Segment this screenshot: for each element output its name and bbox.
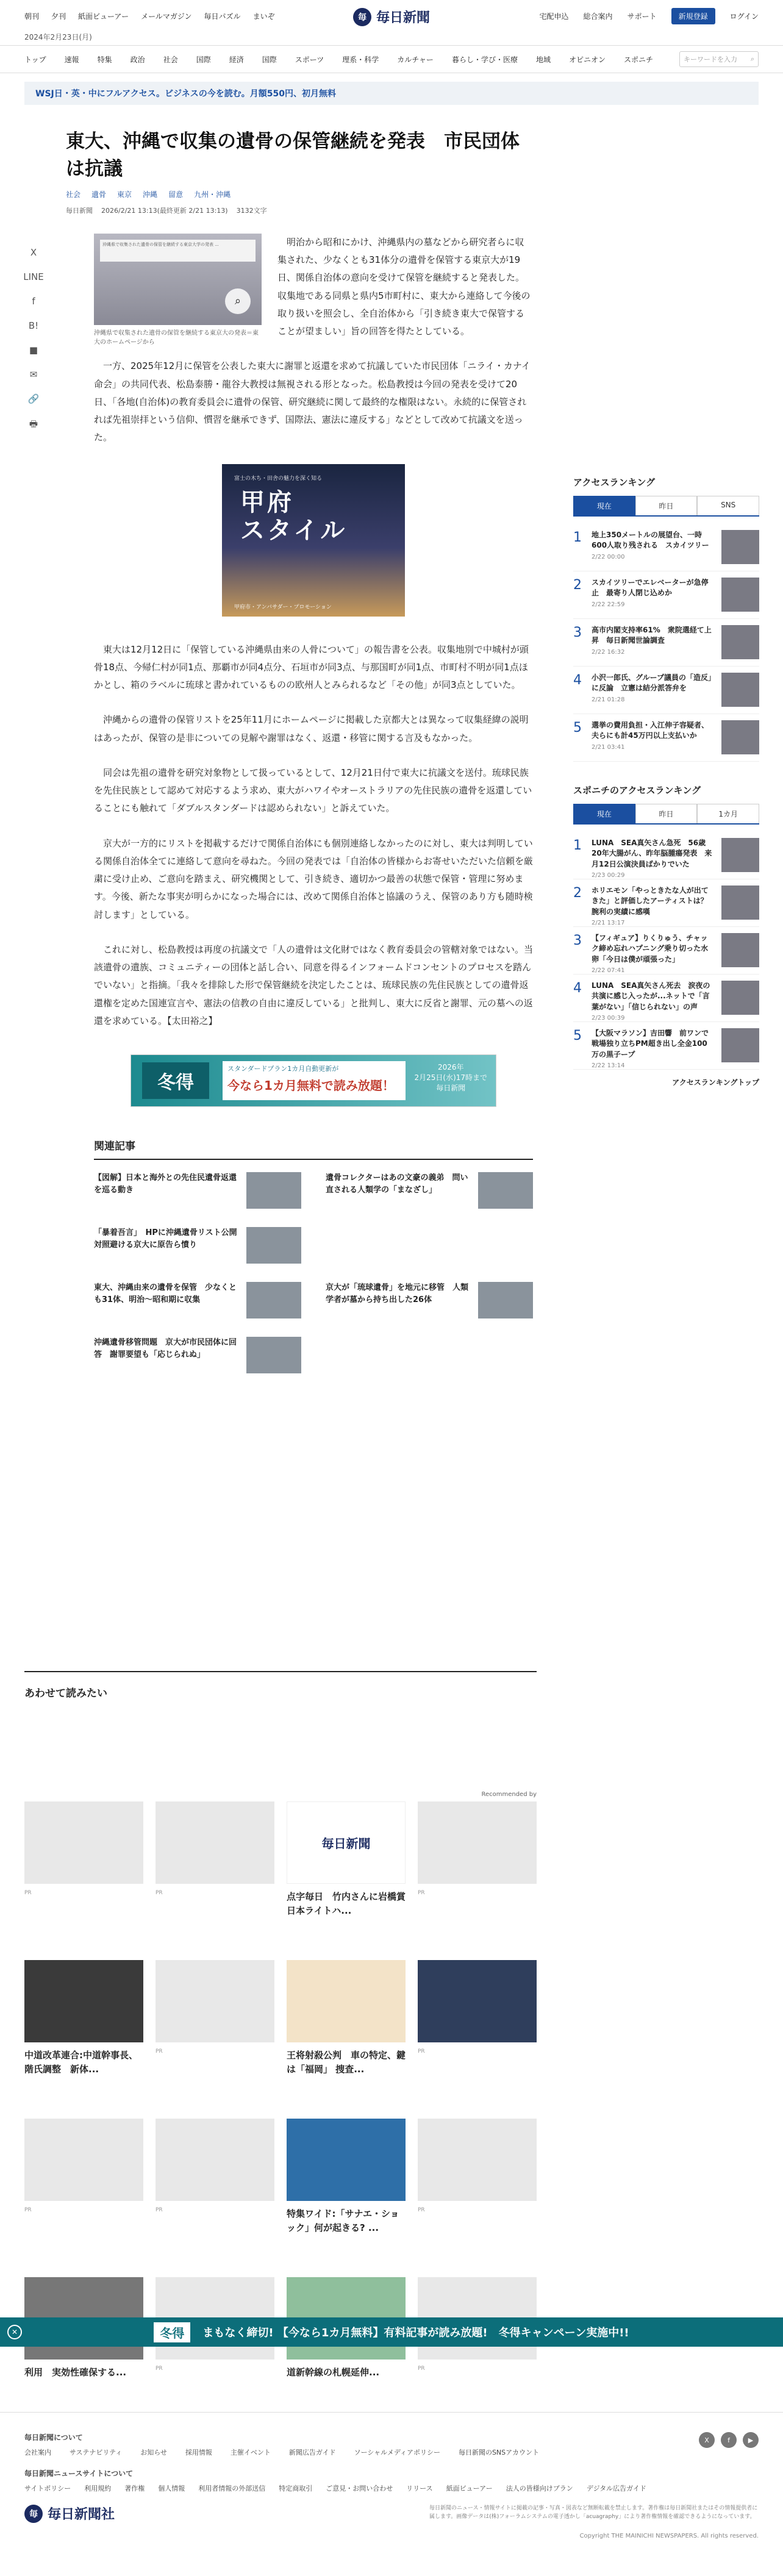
login-link[interactable]: ログイン (729, 12, 759, 21)
recommendation-card[interactable] (156, 1801, 274, 1936)
search-icon[interactable]: ⌕ (750, 55, 754, 63)
lead-figure (94, 234, 262, 347)
card-image (287, 2119, 406, 2201)
rank-date: 2/22 16:32 (592, 648, 625, 656)
footer-link[interactable]: 著作権 (124, 2485, 145, 2492)
tab-current[interactable]: 現在 (573, 804, 635, 823)
rank-headline: 【大阪マラソン】吉田響 前ワンで戦場独り立ちPM超き出し全金100万の黒子ープ (592, 1029, 709, 1059)
footer-corp-logo[interactable] (24, 2504, 115, 2523)
related-item-text: 京大が「琉球遺骨」を地元に移管 人類学者が墓から持ち出した26体 (326, 1283, 469, 1304)
footer-link[interactable]: お知らせ (140, 2449, 167, 2456)
zoom-icon[interactable]: ⌕ (225, 288, 251, 314)
tag-link[interactable]: 九州・沖縄 (194, 190, 231, 199)
banner-copy (223, 1061, 406, 1100)
nav-item-science[interactable]: 理系・科学 (342, 55, 379, 64)
tab-yesterday[interactable]: 昨日 (635, 496, 698, 515)
link-icon[interactable]: 🔗 (27, 393, 40, 404)
rank-date: 2/21 13:17 (592, 920, 625, 927)
card-caption: 王将射殺公判 車の特定、鍵は「福岡」 捜査... (287, 2050, 406, 2075)
banner-tile: 冬得 (142, 1062, 209, 1099)
card-image (24, 1960, 143, 2042)
rank-text (592, 530, 714, 565)
utility-link-evening[interactable]: 夕刊 (51, 12, 66, 21)
logo-text: 毎日新聞 (376, 10, 431, 26)
ranking-item[interactable] (573, 714, 759, 762)
card-image (156, 1801, 274, 1884)
related-item-text: 遺骨コレクターはあの文豪の義弟 問い直される人類学の「まなざし」 (326, 1173, 468, 1195)
card-image (287, 1960, 406, 2042)
recommendation-card[interactable] (287, 2119, 406, 2253)
x-icon[interactable]: X (699, 2432, 715, 2448)
recommendation-card[interactable] (287, 1801, 415, 1936)
rank-text (592, 625, 714, 660)
rank-number: 2 (573, 886, 582, 901)
footer-link[interactable]: 利用者情報の外部送信 (198, 2485, 266, 2492)
read-more-section (24, 1671, 537, 2411)
related-thumbnail (246, 1172, 301, 1209)
nav-item-international[interactable]: 国際 (262, 55, 277, 64)
card-image (24, 1801, 143, 1884)
footer-link[interactable]: サステナビリティ (70, 2449, 123, 2456)
article-paragraph: 東大は12月12日に「保管している沖縄県由来の人骨について」の報告書を公表。収集地別で中城村が頭骨18点、今帰仁村が同1点、那覇市が同4点分、石垣市が同3点、与那国町が同1点、市町村不明が同1点ほかとし、箱のラベルに琉球と書かれているものの欧州人とみられるなど「その他」が同3点としていた。 (94, 643, 529, 691)
access-ranking-list (573, 524, 759, 762)
site-logo[interactable] (353, 7, 430, 26)
tag-link[interactable]: 遺骨 (91, 190, 107, 199)
card-pr-label: PR (156, 2366, 163, 2372)
rank-date: 2/21 01:28 (592, 696, 625, 703)
footer-link[interactable]: 採用情報 (185, 2449, 212, 2456)
sports-ranking-tabs (573, 804, 759, 825)
card-caption: 利用 実効性確保する... (24, 2367, 127, 2378)
related-item-text: 東大、沖縄由来の遺骨を保管 少なくとも31体、明治～昭和期に収集 (94, 1283, 237, 1304)
rank-text (592, 981, 714, 1022)
utility-link-newsletter[interactable]: メールマガジン (141, 12, 192, 21)
ranking-item[interactable] (573, 1022, 759, 1070)
related-thumbnail (246, 1227, 301, 1264)
card-pr-label: PR (24, 1890, 32, 1896)
tab-yesterday[interactable]: 昨日 (635, 804, 698, 823)
recommendation-card[interactable] (418, 2119, 537, 2253)
top-utility-bar (0, 0, 783, 32)
card-pr-label: PR (418, 2366, 425, 2372)
article-paragraph: 一方、2025年12月に保管を公表した東大に謝罪と返還を求めて抗議していた市民団体「ニライ・カナイ命会」の共同代表、松島泰勝・龍谷大教授は無視される形となった。松島教授は今回の発表を受けて20日、「各地(自治体)の教育委員会に遺骨の保管、研究継続に関して最終的な権限はない。永続的に保管されれば先祖崇拝という信仰、慣習を継承できず、国際法、憲法に違反する」などとして改めて抗議文を送った。 (94, 360, 531, 443)
card-pr-label: PR (24, 2207, 32, 2213)
facebook-share-icon[interactable]: f (32, 296, 35, 307)
footer-link[interactable]: 特定商取引 (279, 2485, 313, 2492)
nav-item-top[interactable]: トップ (24, 55, 46, 64)
rank-number: 3 (573, 933, 582, 948)
utility-link-morning[interactable]: 朝刊 (24, 12, 40, 21)
x-share-icon[interactable]: X (30, 247, 37, 258)
article-paragraph: 同会は先祖の遺骨を研究対象物として扱っているとして、12月21日付で東大に抗議文を送付。琉球民族を先住民族として認めて対応するよう求め、東大がハワイやオーストラリアの先住民族の遺骨を返還していることにも触れて「ダブルスタンダードは認められない」と訴えていた。 (94, 767, 532, 814)
main-navigation (0, 45, 783, 73)
card-image (418, 1960, 537, 2042)
rank-headline: LUNA SEA真矢さん死去 涙夜の共演に感じ入ったが...ネットで「言葉がない」「信じられない」の声 (592, 981, 710, 1011)
card-image (418, 2119, 537, 2201)
nav-item-society[interactable]: 社会 (163, 55, 178, 64)
recommendation-card[interactable] (24, 2119, 143, 2253)
card-image (418, 1801, 537, 1884)
utility-link-delivery[interactable]: 宅配申込 (539, 12, 569, 21)
related-thumbnail (478, 1172, 533, 1209)
article-paragraph: 明治から昭和にかけ、沖縄県内の墓などから研究者らに収集された、少なくとも31体分の遺骨を保管する東京大が19日、関係自治体の意向を受けて保管を継続すると発表した。収集地である同県と県内5市町村に、東大から連絡して今後の取り扱いを照会し、全自治体から「引き続き東大で保管することが望ましい」旨の回答を得たとしている。 (277, 236, 531, 337)
print-icon[interactable]: 🖶 (29, 418, 38, 429)
nav-item-breaking[interactable]: 速報 (64, 55, 79, 64)
footer-about-links (24, 2447, 759, 2457)
footer-site-links (24, 2483, 759, 2493)
tag-link[interactable]: 社会 (66, 190, 81, 199)
rank-date: 2/23 00:39 (592, 1015, 625, 1022)
campaign-mark: 冬得 (154, 2322, 190, 2342)
rank-text (592, 933, 714, 975)
rank-date: 2/23 00:29 (592, 872, 625, 879)
related-item[interactable] (94, 1282, 301, 1318)
facebook-icon[interactable]: f (721, 2432, 737, 2448)
card-pr-label: PR (418, 2048, 425, 2055)
rank-number: 4 (573, 673, 582, 688)
card-image (156, 2119, 274, 2201)
related-empty (326, 1227, 533, 1264)
ranking-item[interactable] (573, 571, 759, 619)
related-item[interactable] (94, 1337, 301, 1373)
nav-item-features[interactable]: 特集 (97, 55, 112, 64)
footer-site-title: 毎日新聞ニュースサイトについて (24, 2469, 134, 2478)
tab-sns[interactable]: SNS (697, 496, 759, 515)
sidebar (573, 476, 759, 1109)
related-item[interactable] (94, 1172, 301, 1209)
rank-thumbnail (721, 933, 759, 967)
ranking-item[interactable] (573, 975, 759, 1022)
recommendation-card[interactable] (24, 1801, 143, 1936)
footer-link[interactable]: 主催イベント (230, 2449, 271, 2456)
nav-item-life[interactable]: 暮らし・学び・医療 (451, 55, 518, 64)
card-caption: 特集ワイド:「サナエ・ショック」何が起きる? ... (287, 2208, 399, 2233)
tag-link[interactable]: 留意 (168, 190, 184, 199)
rank-date: 2/22 07:41 (592, 967, 625, 975)
rank-text (592, 720, 714, 755)
read-more-title: あわせて読みたい (24, 1671, 537, 1700)
article-length: 3132文字 (236, 206, 267, 215)
card-pr-label: PR (418, 1890, 425, 1896)
in-article-ad[interactable] (222, 464, 405, 617)
rank-headline: 高市内閣支持率61% 衆院選経て上昇 毎日新聞世論調査 (592, 626, 712, 645)
article-column (24, 128, 537, 1373)
utility-link-viewer[interactable]: 紙面ビューアー (78, 12, 129, 21)
article-paragraph: 京大が一方的にリストを掲載するだけで関係自治体にも個別連絡しなかったのに対し、東大は判明している関係自治体全てに連絡して意向を尋ねた。今回の発表では「自治体の皆様からお寄せいただいた信頼を厳粛に受け止め、ご意向を踏まえ、研究機関として、引き続き、適切かつ最善の状態で保管・管理に努めます。今後、新たな事実が明らかになった場合には、改めて関係自治体と協議のうえ、保管のあり方も随時検討します」としている。 (94, 837, 534, 920)
rank-headline: 地上350メートルの展望台、一時600人取り残される スカイツリー (592, 531, 709, 550)
related-thumbnail (246, 1282, 301, 1318)
sticky-campaign-banner[interactable] (0, 2317, 783, 2347)
utility-link-maizo[interactable]: まいぞ (252, 12, 275, 21)
rank-text (592, 1028, 714, 1070)
related-articles (94, 1137, 533, 1373)
lead-image-caption: 沖縄県で収集された遺骨の保管を継続する東京大の発表＝東大のホームページから (94, 329, 259, 346)
article-tags (66, 189, 537, 199)
register-button[interactable]: 新規登録 (671, 8, 715, 24)
related-title: 関連記事 (94, 1137, 533, 1160)
card-pr-label: PR (418, 2207, 425, 2213)
footer-link[interactable]: 法人の皆様向けプラン (506, 2485, 573, 2492)
related-grid (94, 1172, 533, 1373)
lead-image-document: 沖縄県で収集された遺骨の保管を継続する東京大学の発表 ... (100, 240, 256, 262)
rank-headline: 選挙の費用負担・入江伸子容疑者、夫らにも計45万円以上支払いか (592, 721, 709, 740)
rank-headline: 【フィギュア】りくりゅう、チャック締め忘れハプニング乗り切った水卵「今日は僕が頑張った」 (592, 934, 709, 964)
subscription-banner[interactable] (130, 1054, 496, 1107)
rank-thumbnail (721, 1028, 759, 1062)
rank-number: 1 (573, 838, 582, 853)
nav-item-politics[interactable]: 政治 (130, 55, 145, 64)
ranking-item[interactable] (573, 524, 759, 571)
access-ranking-title[interactable]: アクセスランキング (573, 477, 656, 488)
rank-date: 2/22 00:00 (592, 553, 625, 560)
related-item-text: 【図解】日本と海外との先住民遺骨返還を巡る動き (94, 1173, 237, 1195)
article-title: 東大、沖縄で収集の遺骨の保管継続を発表 市民団体は抗議 (66, 131, 520, 180)
rank-text (592, 578, 714, 612)
banner-deadline: 2026年 2月25日(水)17時まで 毎日新聞 (414, 1063, 487, 1092)
rank-date: 2/22 13:14 (592, 1062, 625, 1070)
utility-link-puzzle[interactable]: 毎日パズル (204, 12, 241, 21)
hatena-share-icon[interactable]: B! (28, 320, 39, 331)
rank-headline: スカイツリーでエレベーターが急停止 最寄り人閉じ込めか (592, 578, 709, 598)
rank-date: 2/21 03:41 (592, 743, 625, 751)
card-caption: 点字毎日 竹内さんに岩橋賞 日本ライトハ... (287, 1891, 415, 1916)
share-buttons (24, 247, 43, 433)
rank-text (592, 886, 714, 927)
ranking-item[interactable] (573, 832, 759, 879)
footer-notice: 毎日新聞のニュース・情報サイトに掲載の記事・写真・図表など無断転載を禁止します。著作権は毎日新聞社またはその情報提供者に属します。画像データは(株)フォーラムシステムの電子透かし「acuagraphy」により著作権情報を確認できるようになっています。 (429, 2505, 758, 2521)
rank-thumbnail (721, 838, 759, 872)
campaign-text: まもなく締切! 【今なら1カ月無料】有料記事が読み放題! 冬得キャンペーン実施中!! (202, 2327, 629, 2339)
related-item[interactable] (94, 1227, 301, 1264)
ranking-item[interactable] (573, 879, 759, 927)
tag-link[interactable]: 沖縄 (143, 190, 158, 199)
rank-thumbnail (721, 720, 759, 754)
footer-link[interactable]: 利用規約 (84, 2485, 112, 2492)
ranking-item[interactable] (573, 619, 759, 667)
tab-month[interactable]: 1カ月 (697, 804, 759, 823)
card-pr-label: PR (156, 1890, 163, 1896)
rank-text (592, 838, 714, 879)
ranking-item[interactable] (573, 927, 759, 975)
related-thumbnail (478, 1282, 533, 1318)
card-image (156, 1960, 274, 2042)
article-body (94, 234, 533, 1107)
rank-number: 4 (573, 981, 582, 996)
search-placeholder: キーワードを入力 (684, 55, 737, 63)
nav-item-sports[interactable]: スポーツ (295, 55, 324, 64)
mail-icon[interactable]: ✉ (29, 369, 38, 380)
footer-link[interactable]: 個人情報 (158, 2485, 185, 2492)
logo-mark-icon: 毎 (24, 2505, 43, 2523)
rank-headline: LUNA SEA真矢さん急死 56歳 20年大腸がん、昨年脳腫瘍発表 来月12日公演決員ばかりでいた (592, 839, 713, 868)
utility-links-left (24, 11, 275, 21)
ad-footer: 甲府市・アンバサダー・プロモーション (234, 604, 332, 610)
footer-link[interactable]: リリース (406, 2485, 433, 2492)
bookmark-icon[interactable]: ■ (29, 345, 38, 356)
rank-thumbnail (721, 625, 759, 659)
card-image (24, 2119, 143, 2201)
nav-item-culture[interactable]: カルチャー (397, 55, 434, 64)
sports-ranking-list (573, 832, 759, 1070)
rank-text (592, 673, 714, 707)
banner-line1: スタンダードプラン1カ月自動更新が (227, 1065, 339, 1073)
utility-link-guide[interactable]: 総合案内 (583, 12, 613, 21)
footer-link[interactable]: ソーシャルメディアポリシー (354, 2449, 440, 2456)
rank-thumbnail (721, 981, 759, 1015)
recommendation-card[interactable] (156, 1960, 274, 2094)
rank-thumbnail (721, 530, 759, 564)
recommendation-card[interactable] (418, 1801, 537, 1936)
search-input[interactable] (679, 51, 759, 67)
ad-tagline: 富士の木ち・田舎の魅力を深く知る (234, 475, 323, 482)
footer-link[interactable]: サイトポリシー (24, 2485, 71, 2492)
card-caption: 道新幹線の札幌延伸... (287, 2367, 380, 2378)
nav-item-economy[interactable]: 経済 (229, 55, 244, 64)
footer-link[interactable]: 新聞広告ガイド (288, 2449, 336, 2456)
card-pr-label: PR (156, 2207, 163, 2213)
related-item[interactable] (326, 1172, 533, 1209)
nav-item-region[interactable]: 地域 (535, 55, 551, 64)
rank-headline: ホリエモン「やっときたな人が出てきた」と評価したアーティストは？腕利の実績に感嘆 (592, 886, 709, 916)
article-timestamp: 2026/2/21 13:13(最終更新 2/21 13:13) (101, 206, 228, 215)
recommended-by: Recommended by (481, 1791, 537, 1798)
footer-bottom (24, 2504, 759, 2523)
rank-number: 3 (573, 625, 582, 640)
footer-link[interactable]: 会社案内 (24, 2449, 51, 2456)
rank-number: 5 (573, 1028, 582, 1043)
current-date: 2024年2月23日(月) (24, 33, 92, 41)
logo-mark-icon: 毎 (353, 8, 371, 26)
nav-item-sponichi[interactable]: スポニチ (623, 55, 653, 64)
footer-link[interactable]: デジタル広告ガイド (586, 2485, 646, 2492)
copyright: Copyright THE MAINICHI NEWSPAPERS. All rights reserved. (579, 2533, 759, 2539)
banner-line2: 今なら1カ月無料で読み放題！ (227, 1078, 395, 1093)
rank-headline: 小沢一郎氏、グループ議員の「造反」に反論 立憲は結分派答弁を (592, 673, 712, 693)
related-thumbnail (246, 1337, 301, 1373)
line-share-icon[interactable]: LINE (23, 271, 44, 282)
tag-link[interactable]: 東京 (117, 190, 132, 199)
rank-number: 2 (573, 578, 582, 593)
lead-image[interactable] (94, 234, 262, 325)
card-pr-label: PR (156, 2048, 163, 2055)
site-footer (0, 2412, 783, 2576)
rank-date: 2/22 22:59 (592, 601, 625, 608)
sports-ranking-title[interactable]: スポニチのアクセスランキング (573, 785, 701, 796)
recommendation-card[interactable] (24, 1960, 143, 2094)
related-item-text: 沖縄遺骨移管問題 京大が市民団体に回答 謝罪要望も「応じられぬ」 (94, 1338, 237, 1359)
card-image: 毎日新聞 (287, 1801, 406, 1884)
access-ranking-tabs (573, 496, 759, 517)
close-icon[interactable]: ✕ (7, 2325, 22, 2339)
article-paragraph: 沖縄からの遺骨の保管リストを25年11月にホームページに掲載した京都大とは異なって収集経緯の説明はあったが、保管の是非についての見解や謝罪はなく、返還・移管に関する言及もなかった。 (94, 714, 529, 743)
utility-links-right (540, 8, 759, 24)
article-source: 毎日新聞 (66, 206, 93, 215)
ad-headline: 甲府 スタイル (240, 487, 348, 545)
ranking-more-link[interactable]: アクセスランキングトップ (672, 1078, 759, 1087)
rank-thumbnail (721, 578, 759, 612)
card-caption: 中道改革連合:中道幹事長、階氏調整 新体... (24, 2050, 138, 2075)
rank-thumbnail (721, 886, 759, 920)
footer-link[interactable]: 紙面ビューアー (446, 2485, 493, 2492)
related-item[interactable] (326, 1282, 533, 1318)
footer-link[interactable]: 毎日新聞のSNSアカウント (458, 2449, 540, 2456)
utility-link-support[interactable]: サポート (627, 12, 657, 21)
recommendation-card[interactable] (418, 1960, 537, 2094)
rank-number: 5 (573, 720, 582, 735)
youtube-icon[interactable]: ▶ (743, 2432, 759, 2448)
rank-number: 1 (573, 530, 582, 545)
article-paragraph: これに対し、松島教授は再度の抗議文で「人の遺骨は文化財ではなく教育委員会の管轄対象ではない。当該遺骨の遺族、コミュニティーの団体と話し合い、同意を得るインフォームドコンセントのプロセスを踏んでいない」と指摘。「我々を排除した形で保管継続を決定したことは、琉球民族の先住民族としての遺骨返還権を定めた国連宣言や、憲法の信教の自由に違反している」と批判し、東大に反省と謝罪、元の墓への返還を求めている。【太田裕之】 (94, 943, 534, 1026)
footer-social-links (699, 2432, 759, 2448)
tab-current[interactable]: 現在 (573, 496, 635, 515)
related-item-text: 「暴着吾言」 HPに沖縄遺骨リスト公開 対照避ける京大に原告ら憤り (94, 1228, 245, 1250)
footer-link[interactable]: ご意見・お問い合わせ (326, 2485, 393, 2492)
nav-item-world[interactable]: 国際 (196, 55, 211, 64)
nav-item-opinion[interactable]: オピニオン (568, 55, 606, 64)
footer-about-title: 毎日新聞について (24, 2433, 83, 2442)
recommendation-card[interactable] (156, 2119, 274, 2253)
promo-banner[interactable]: WSJ日・英・中にフルアクセス。ビジネスの今を読む。月額550円、初月無料 (24, 82, 759, 105)
rank-thumbnail (721, 673, 759, 707)
ranking-item[interactable] (573, 667, 759, 714)
recommendation-card[interactable] (287, 1960, 406, 2094)
article-meta (66, 206, 537, 215)
corp-name: 毎日新聞社 (48, 2506, 115, 2522)
